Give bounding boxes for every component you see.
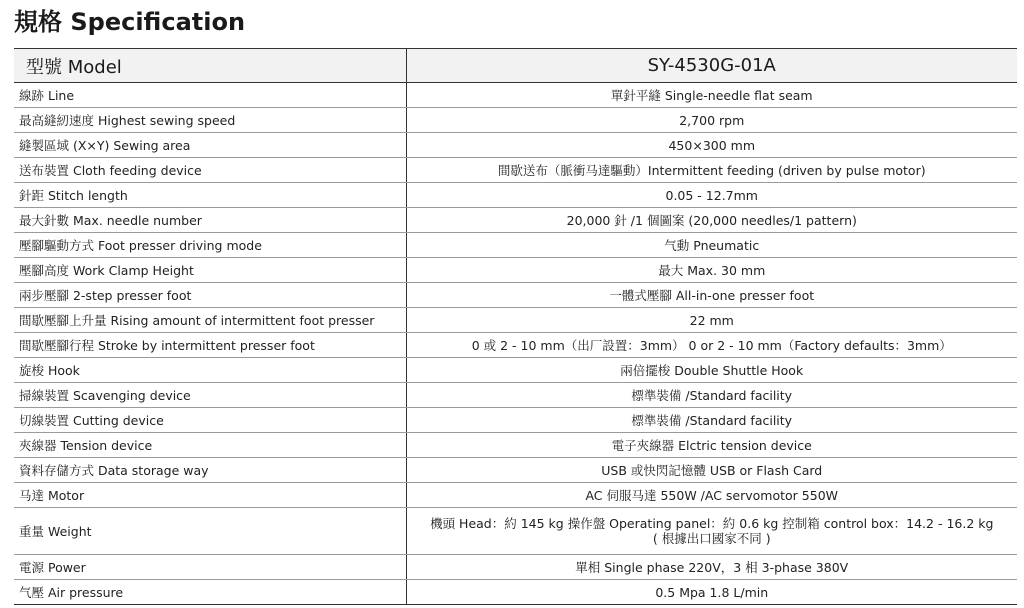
table-row (14, 283, 1017, 308)
spec-value (406, 333, 1017, 358)
spec-value-text: 間歇送布（脈衝马達驅動）Intermittent feeding (driven by pulse motor) (497, 162, 926, 178)
spec-value (406, 133, 1017, 158)
spec-label: 掃線裝置 Scavenging device (14, 383, 406, 408)
page-title: 規格 Specification (14, 8, 246, 36)
spec-value (406, 580, 1017, 605)
spec-value-text: 气動 Pneumatic (664, 237, 760, 253)
table-row (14, 333, 1017, 358)
table-row (14, 433, 1017, 458)
spec-label: 最大針數 Max. needle number (14, 208, 406, 233)
spec-value (406, 433, 1017, 458)
spec-value (406, 408, 1017, 433)
specification-table (14, 48, 1017, 605)
spec-value (406, 308, 1017, 333)
spec-value-text: 最大 Max. 30 mm (658, 262, 766, 278)
spec-label: 旋梭 Hook (14, 358, 406, 383)
table-body (14, 83, 1017, 605)
spec-value-text: 電子夾線器 Elctric tension device (611, 437, 812, 453)
table-row (14, 108, 1017, 133)
spec-label: 马達 Motor (14, 483, 406, 508)
spec-value-text: 機頭 Head：約 145 kg 操作盤 Operating panel：約 0.6 kg 控制箱 control box：14.2 - 16.2 kg (430, 516, 994, 531)
table-row (14, 555, 1017, 580)
table-row (14, 208, 1017, 233)
table-row (14, 383, 1017, 408)
table-row (14, 258, 1017, 283)
spec-label: 間歇壓腳行程 Stroke by intermittent presser foot (14, 333, 406, 358)
spec-value (406, 108, 1017, 133)
table-row (14, 233, 1017, 258)
spec-label: 線跡 Line (14, 83, 406, 108)
spec-label: 兩步壓腳 2-step presser foot (14, 283, 406, 308)
table-row (14, 508, 1017, 555)
spec-label: 送布裝置 Cloth feeding device (14, 158, 406, 183)
spec-label: 壓腳驅動方式 Foot presser driving mode (14, 233, 406, 258)
spec-value-text: 2,700 rpm (679, 112, 745, 128)
table-row (14, 580, 1017, 605)
spec-value-text: 兩倍擺梭 Double Shuttle Hook (620, 362, 804, 378)
spec-label: 縫製區域 (X×Y) Sewing area (14, 133, 406, 158)
spec-value-text: 22 mm (689, 312, 734, 328)
spec-value (406, 508, 1017, 555)
spec-value-note: ( 根據出口國家不同 ) (652, 531, 771, 546)
spec-value-text: 450×300 mm (668, 137, 756, 153)
table-row (14, 483, 1017, 508)
spec-value (406, 458, 1017, 483)
spec-value-text: 一體式壓腳 All-in-one presser foot (609, 287, 815, 303)
spec-label: 針距 Stitch length (14, 183, 406, 208)
spec-label: 電源 Power (14, 555, 406, 580)
spec-value (406, 258, 1017, 283)
header-value-model-number: SY-4530G-01A (406, 49, 1017, 83)
spec-value-text: 標準裝備 /Standard facility (631, 412, 793, 428)
table-row (14, 358, 1017, 383)
spec-label: 重量 Weight (14, 508, 406, 555)
spec-label: 夾線器 Tension device (14, 433, 406, 458)
table-row (14, 83, 1017, 108)
spec-value (406, 483, 1017, 508)
spec-value (406, 283, 1017, 308)
spec-value-text: 0 或 2 - 10 mm（出厂設置：3mm） 0 or 2 - 10 mm（Factory defaults：3mm） (471, 337, 952, 353)
spec-label: 最高縫紉速度 Highest sewing speed (14, 108, 406, 133)
table-row (14, 158, 1017, 183)
spec-value (406, 358, 1017, 383)
spec-label: 資料存儲方式 Data storage way (14, 458, 406, 483)
spec-value-text: 標準裝備 /Standard facility (631, 387, 793, 403)
spec-value-text: AC 伺服马達 550W /AC servomotor 550W (585, 487, 839, 503)
spec-label: 切線裝置 Cutting device (14, 408, 406, 433)
spec-value-text: 單相 Single phase 220V，3 相 3-phase 380V (575, 559, 849, 575)
spec-label: 間歇壓腳上升量 Rising amount of intermittent foot presser (14, 308, 406, 333)
spec-label: 气壓 Air pressure (14, 580, 406, 605)
spec-value-text: 0.05 - 12.7mm (665, 187, 758, 203)
spec-value (406, 233, 1017, 258)
table-row (14, 133, 1017, 158)
header-label-model: 型號 Model (14, 49, 406, 83)
spec-value (406, 183, 1017, 208)
table-row (14, 408, 1017, 433)
spec-value (406, 383, 1017, 408)
spec-value (406, 208, 1017, 233)
table-header-row (14, 49, 1017, 83)
table-row (14, 458, 1017, 483)
spec-value-text: USB 或快閃記憶體 USB or Flash Card (601, 462, 823, 478)
spec-value-text: 單針平縫 Single-needle flat seam (610, 87, 813, 103)
table-row (14, 308, 1017, 333)
spec-value-text: 0.5 Mpa 1.8 L/min (655, 584, 769, 600)
table-row (14, 183, 1017, 208)
spec-value (406, 83, 1017, 108)
spec-value (406, 555, 1017, 580)
spec-label: 壓腳高度 Work Clamp Height (14, 258, 406, 283)
spec-value-text: 20,000 針 /1 個圖案 (20,000 needles/1 pattern) (566, 212, 857, 228)
spec-value (406, 158, 1017, 183)
